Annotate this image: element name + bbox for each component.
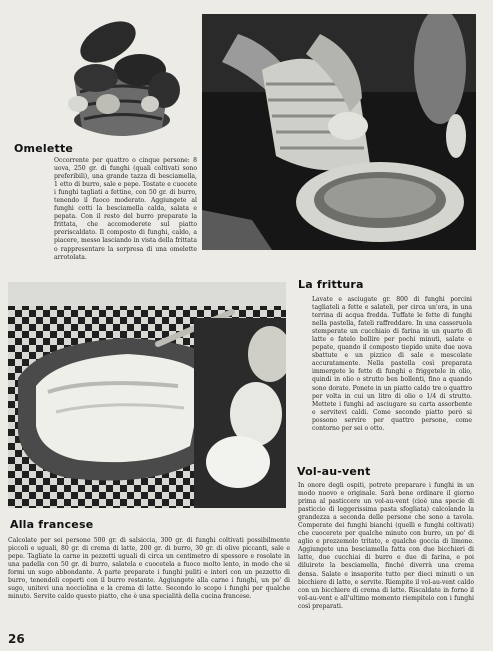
frittura-title: La frittura [298, 278, 364, 291]
omelette-pan-photo [202, 14, 476, 250]
vol-au-vent-title: Vol-au-vent [297, 465, 371, 478]
alla-francese-title: Alla francese [10, 518, 94, 531]
alla-francese-text: Calcolate per sei persone 500 gr. di salsiccia, 300 gr. di funghi coltivati possibilmente piccoli e uguali, 80 gr. di crema di latte, 200 gr. di burro, 30 gr. di olive piccanti, sale e pepe. Tagliate la carne in pezzetti uguali di circa un centimetro di spessore e rosolate in una padella con 50 gr. di burro, salatela e cuocetela a fuoco molto lento, in modo che si formi un sugo abbondante. A parte preparate i funghi puliti e interi con un pezzetto di burro, tenendoli coperti con il burro restante. Aggiungete alla carne i funghi, un po' di sugo, unitevi una nocciolina e la crema di latte. Secondo lo scopo i funghi per qualche minuto. Servite caldo questo piatto, che è una specialità della cucina francese. [8, 537, 290, 601]
omelette-text: Occorrente per quattro o cinque persone: 8 uova, 250 gr. di funghi (quali coltivati sono preferibili), una grande tazza di besciamella, 1 etto di burro, sale e pepe. Tostate e cuocete i funghi tagliati a fettine, con 50 gr. di burro, tenendo il fuoco moderato. Aggiungete al funghi cotti la besciamella calda, salata e pepata. Con il resto del burro preparate la frittata, che accomoderete sul piatto preriscaldato. Il composto di funghi, caldo, a piacere, messo lasciando in vista della frittata o rappresentare la sorpresa di una omelette arrotolata. [54, 157, 197, 261]
vol-au-vent-text: In onore degli ospiti, potrete preparare i funghi in un modo nuovo e originale. Sarà bene ordinare il giorno prima al pasticcere un vol-au-vent (cioè una specie di pasticcio di leggerissima pasta sfogliata) calcolando la grandezza a seconda delle persone che sono a tavola. Comperate dei funghi bianchi (quelli e funghi coltivati) che cuocerete per qualche minuto con burro, un po' di aglio e prezzemolo tritato, e qualche goccia di limone. Aggiungete una besciamella fatta con due bicchieri di latte, due cucchiai di burro e due di farina, e poi diluirete la besciamella, finché diverrà una crema densa. Salate e insaporite tutto per dieci minuti o un bicchiere di latte, e servite. Riempite il vol-au-vent caldo con un bicchiere di crema di latte. Riscaldate in forno il vol-au-vent e all'ultimo momento riempitelo con i funghi così preparati. [298, 482, 474, 610]
frittura-text: Lavate e asciugate gr. 800 di funghi porcini tagliateli a fette e salateli, per circa un'ora, in una terrina di acqua fredda. Tuffate le fette di funghi nella pastella, fateli raffreddare. In una casseruola stemperate un cucchiaio di farina in un quarto di latte e fatelo bollire per pochi minuti, salate e pepate, quando il composto tiepido unite due uova sbattute e un pizzico di sale e mescolate accuratamente. Nella pastella così preparata immergete le fette di funghi e friggetele in olio, quindi in olio o strutto ben bollenti, fino a quando sono dorate. Ponete in un piatto caldo tre o quattro per volta in cui un litro di olio o 1/4 di strutto. Mettete i funghi ad asciugare su carta assorbente e servitevi caldi. Come secondo piatto però si possono servire per quattro persone, come contorno per sei o otto. [312, 296, 472, 432]
gratin-eggs-photo [8, 282, 286, 508]
page-number: 26 [8, 632, 25, 646]
mushroom-basket-photo [30, 8, 188, 141]
omelette-title: Omelette [14, 142, 74, 155]
